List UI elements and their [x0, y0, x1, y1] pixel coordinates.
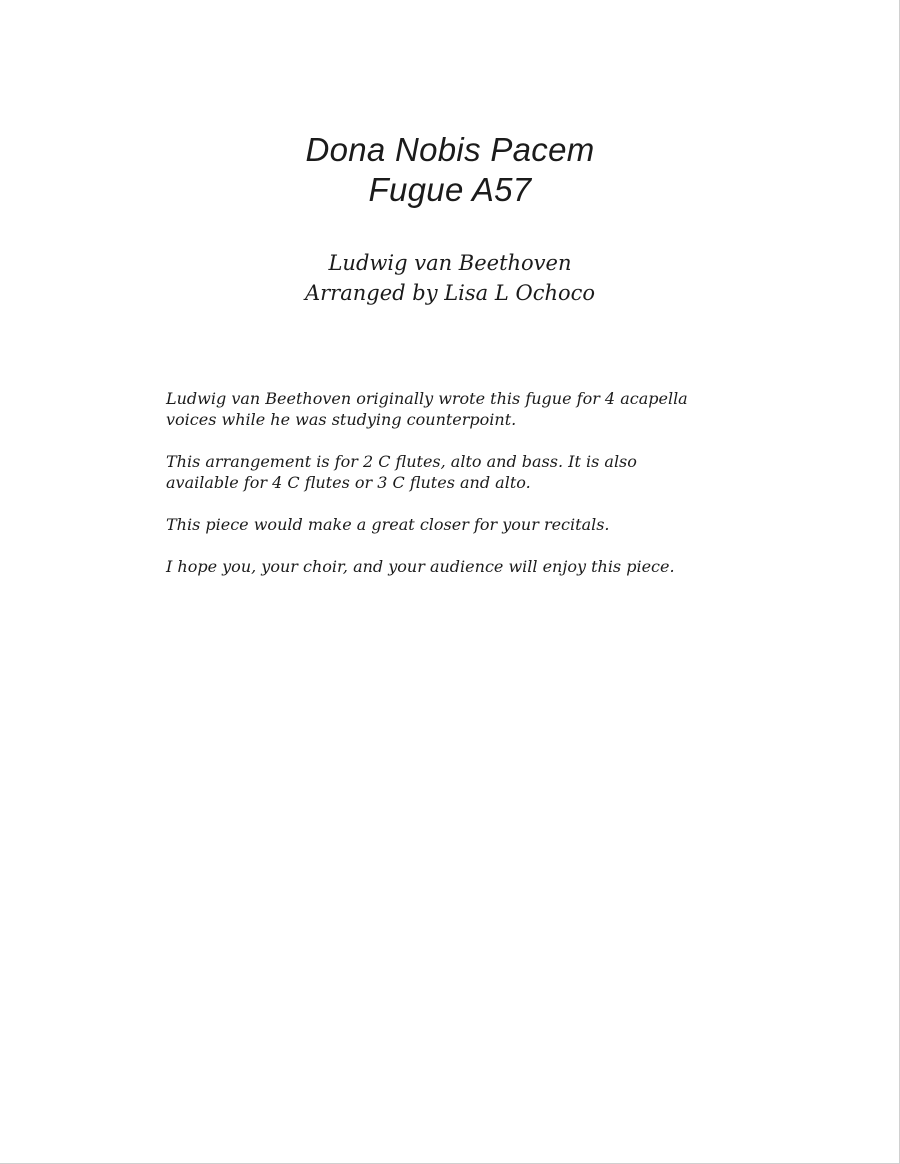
arranger-credit: Arranged by Lisa L Ochoco: [304, 281, 596, 305]
note-paragraph-origin: Ludwig van Beethoven originally wrote this fugue for 4 acapella voices while he was studying counterpoint.: [166, 389, 688, 429]
piece-subtitle: Fugue A57: [368, 171, 532, 208]
title-block: [0, 130, 900, 210]
credit-block: [0, 248, 900, 308]
note-paragraph-closing: I hope you, your choir, and your audience will enjoy this piece.: [166, 557, 675, 576]
note-paragraph-recital: This piece would make a great closer for your recitals.: [166, 515, 610, 534]
note-paragraph-instrumentation: This arrangement is for 2 C flutes, alto and bass. It is also available for 4 C flutes or 3 C flutes and alto.: [166, 452, 637, 492]
composer-credit: Ludwig van Beethoven: [328, 251, 572, 275]
program-notes: [166, 388, 766, 598]
piece-title: Dona Nobis Pacem: [305, 131, 595, 168]
